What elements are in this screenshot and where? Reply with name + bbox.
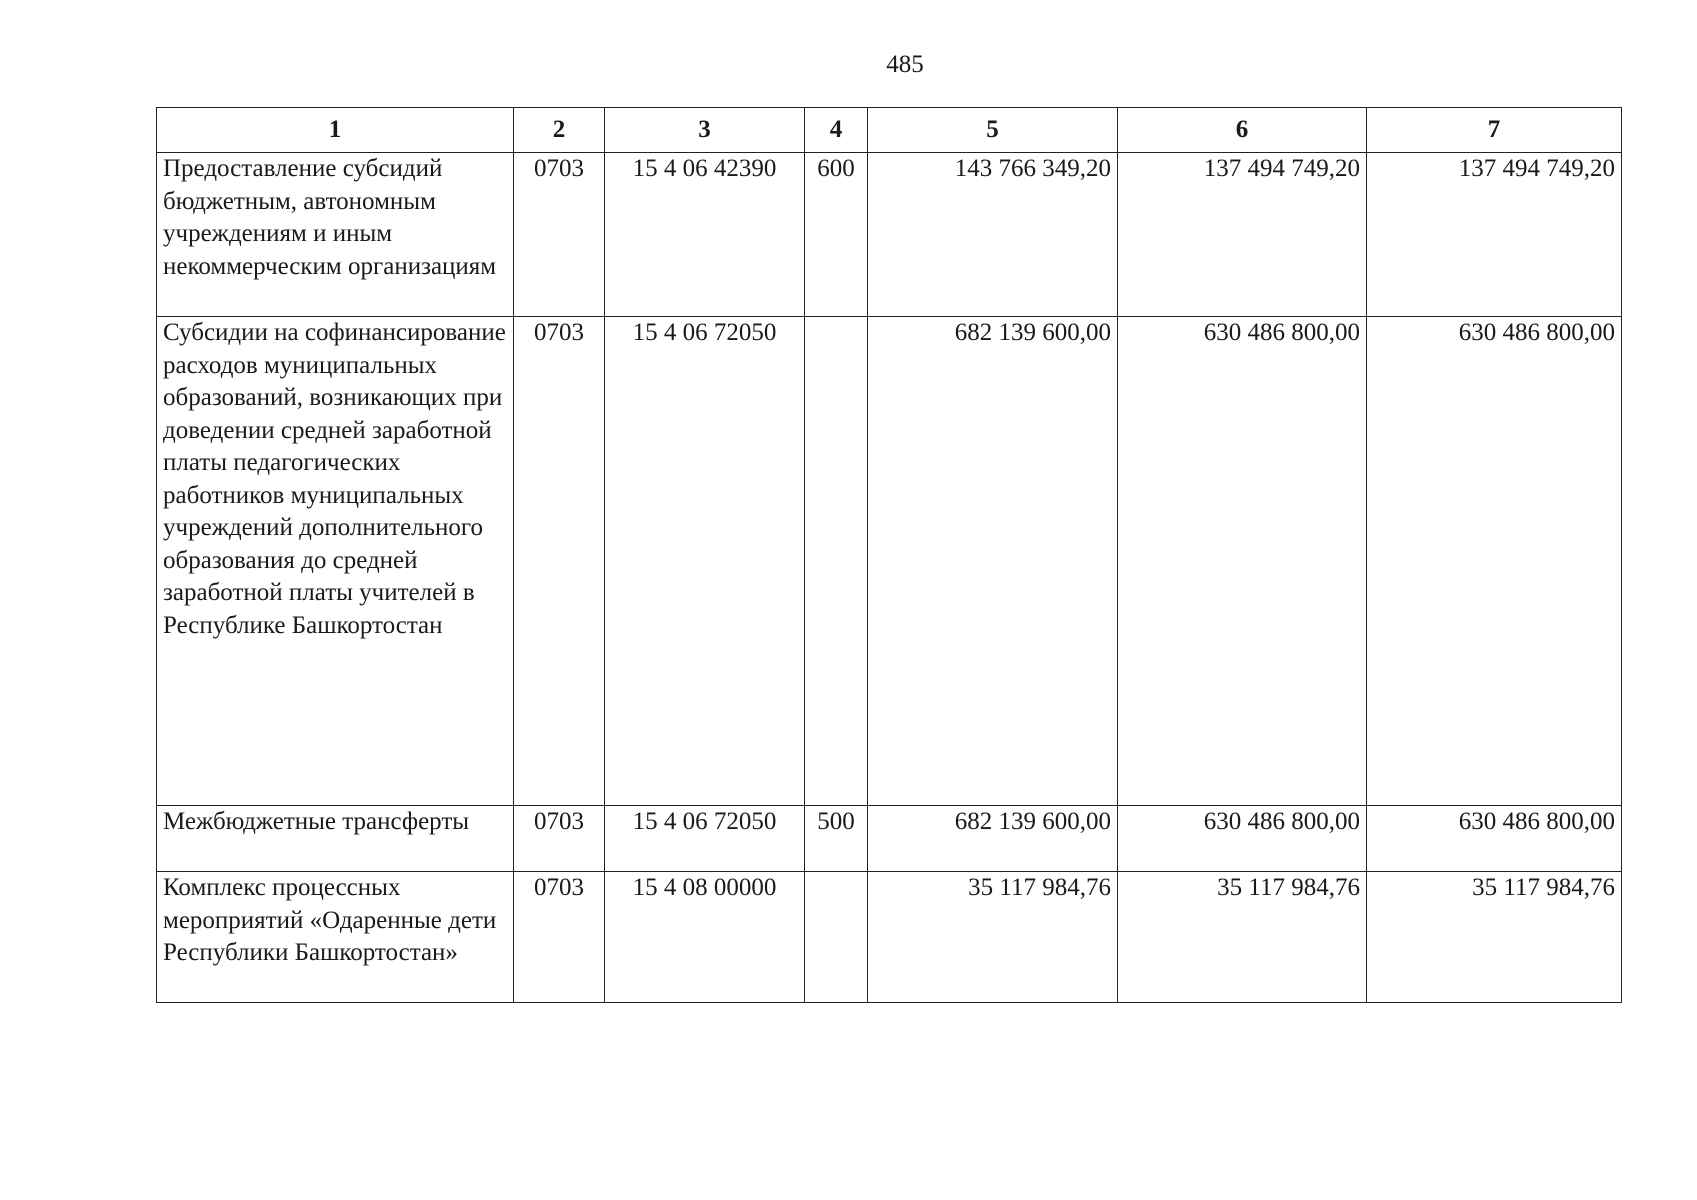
row-value-col5: 35 117 984,76 [868,872,1118,1003]
table-row [157,317,1622,806]
row-target-code: 15 4 06 72050 [605,806,805,872]
row-value-col6: 137 494 749,20 [1118,153,1367,317]
row-type-code [805,872,868,1003]
budget-table [156,107,1622,1003]
row-value-col7: 630 486 800,00 [1367,317,1622,806]
row-value-col7: 630 486 800,00 [1367,806,1622,872]
row-name: Субсидии на софинансирование расходов муниципальных образований, возникающих при доведении средней заработной платы педагогических работников муниципальных учреждений дополнительного образования до средней заработной платы учителей в Республике Башкортостан [157,317,514,806]
row-section-code: 0703 [514,872,605,1003]
column-header-5: 5 [868,108,1118,153]
table-row [157,872,1622,1003]
column-header-7: 7 [1367,108,1622,153]
row-target-code: 15 4 08 00000 [605,872,805,1003]
row-section-code: 0703 [514,317,605,806]
row-name: Предоставление субсидий бюджетным, автономным учреждениям и иным некоммерческим организациям [157,153,514,317]
row-value-col6: 35 117 984,76 [1118,872,1367,1003]
column-header-3: 3 [605,108,805,153]
row-type-code: 500 [805,806,868,872]
row-value-col6: 630 486 800,00 [1118,806,1367,872]
row-value-col5: 143 766 349,20 [868,153,1118,317]
row-value-col6: 630 486 800,00 [1118,317,1367,806]
row-section-code: 0703 [514,153,605,317]
row-target-code: 15 4 06 42390 [605,153,805,317]
row-value-col7: 35 117 984,76 [1367,872,1622,1003]
page-number: 485 [886,51,924,78]
header-row [157,108,1622,153]
row-name: Межбюджетные трансферты [157,806,514,872]
row-value-col7: 137 494 749,20 [1367,153,1622,317]
row-value-col5: 682 139 600,00 [868,806,1118,872]
column-header-6: 6 [1118,108,1367,153]
row-name: Комплекс процессных мероприятий «Одаренные дети Республики Башкортостан» [157,872,514,1003]
row-target-code: 15 4 06 72050 [605,317,805,806]
column-header-2: 2 [514,108,605,153]
column-header-1: 1 [157,108,514,153]
table-row [157,806,1622,872]
row-type-code: 600 [805,153,868,317]
row-section-code: 0703 [514,806,605,872]
table-row [157,153,1622,317]
column-header-4: 4 [805,108,868,153]
row-type-code [805,317,868,806]
row-value-col5: 682 139 600,00 [868,317,1118,806]
